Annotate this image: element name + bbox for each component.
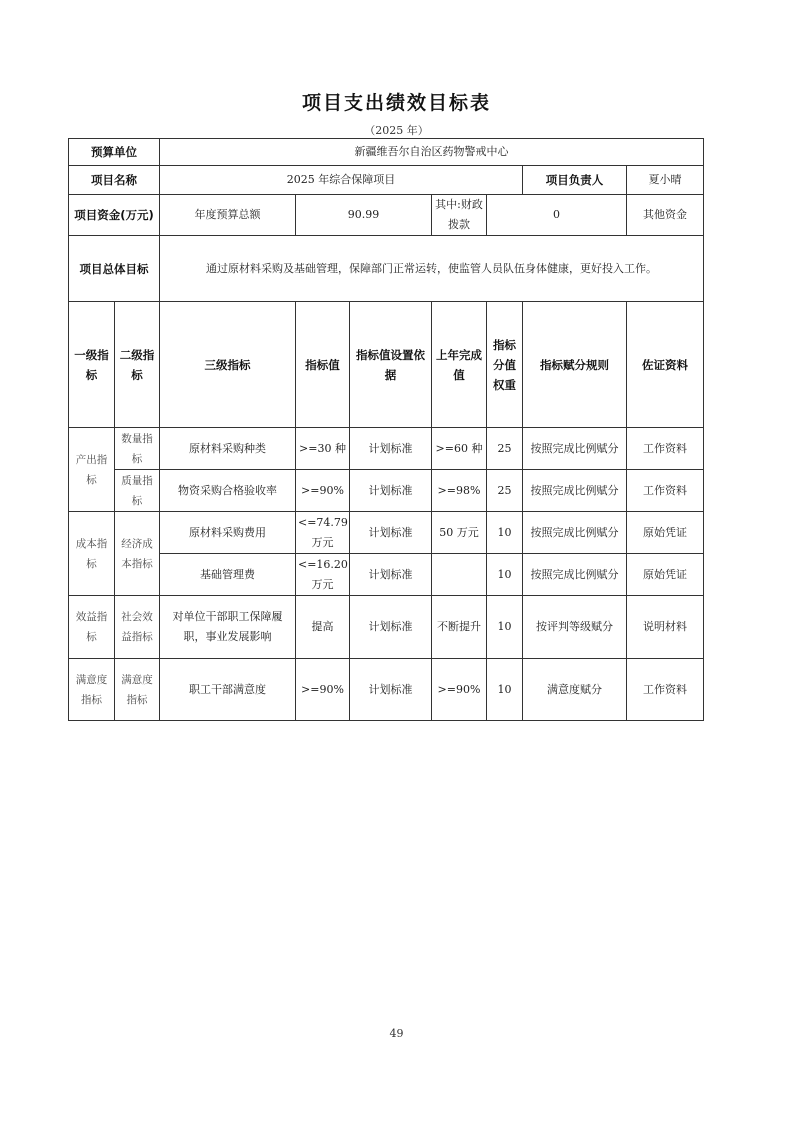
goal-value: 通过原材料采购及基础管理，保障部门正常运转，使监管人员队伍身体健康，更好投入工作。 xyxy=(160,236,704,302)
project-name-row xyxy=(69,166,704,195)
column-header-row xyxy=(69,302,704,428)
col-level3: 三级指标 xyxy=(160,302,296,428)
col-evidence: 佐证资料 xyxy=(627,302,704,428)
level1-cell: 效益指标 xyxy=(69,596,115,659)
project-leader-label: 项目负责人 xyxy=(523,166,627,195)
annual-budget-label: 年度预算总额 xyxy=(160,195,296,236)
basis-cell: 计划标准 xyxy=(350,554,432,596)
evidence-cell: 工作资料 xyxy=(627,428,704,470)
performance-table xyxy=(68,138,704,721)
table-row xyxy=(69,470,704,512)
col-last-year: 上年完成值 xyxy=(432,302,487,428)
value-cell: 提高 xyxy=(296,596,350,659)
table-row xyxy=(69,596,704,659)
level3-cell: 物资采购合格验收率 xyxy=(160,470,296,512)
weight-cell: 10 xyxy=(487,554,523,596)
last-year-cell: >=98% xyxy=(432,470,487,512)
funds-label: 项目资金(万元) xyxy=(69,195,160,236)
other-funds-label: 其他资金 xyxy=(627,195,704,236)
weight-cell: 10 xyxy=(487,512,523,554)
last-year-cell: 50 万元 xyxy=(432,512,487,554)
table-row xyxy=(69,659,704,721)
level3-cell: 基础管理费 xyxy=(160,554,296,596)
rule-cell: 满意度赋分 xyxy=(523,659,627,721)
basis-cell: 计划标准 xyxy=(350,596,432,659)
last-year-cell: >=60 种 xyxy=(432,428,487,470)
col-level1: 一级指标 xyxy=(69,302,115,428)
level2-cell: 质量指标 xyxy=(115,470,160,512)
level2-cell: 经济成本指标 xyxy=(115,512,160,596)
page-number: 49 xyxy=(389,1027,404,1040)
goal-row xyxy=(69,236,704,302)
rule-cell: 按照完成比例赋分 xyxy=(523,470,627,512)
value-cell: <=74.79 万元 xyxy=(296,512,350,554)
basis-cell: 计划标准 xyxy=(350,659,432,721)
level1-cell: 产出指标 xyxy=(69,428,115,512)
col-basis: 指标值设置依据 xyxy=(350,302,432,428)
rule-cell: 按评判等级赋分 xyxy=(523,596,627,659)
budget-unit-row xyxy=(69,139,704,166)
level1-cell: 满意度指标 xyxy=(69,659,115,721)
last-year-cell: >=90% xyxy=(432,659,487,721)
level2-cell: 满意度指标 xyxy=(115,659,160,721)
weight-cell: 25 xyxy=(487,470,523,512)
evidence-cell: 工作资料 xyxy=(627,470,704,512)
rule-cell: 按照完成比例赋分 xyxy=(523,512,627,554)
col-rule: 指标赋分规则 xyxy=(523,302,627,428)
level3-cell: 原材料采购费用 xyxy=(160,512,296,554)
funds-row xyxy=(69,195,704,236)
level3-cell: 职工干部满意度 xyxy=(160,659,296,721)
rule-cell: 按照完成比例赋分 xyxy=(523,554,627,596)
project-name-label: 项目名称 xyxy=(69,166,160,195)
evidence-cell: 原始凭证 xyxy=(627,512,704,554)
fiscal-value: 0 xyxy=(487,195,627,236)
value-cell: <=16.20 万元 xyxy=(296,554,350,596)
page-title: 项目支出绩效目标表 xyxy=(301,92,491,114)
fiscal-label: 其中:财政拨款 xyxy=(432,195,487,236)
budget-unit-label: 预算单位 xyxy=(69,139,160,166)
table-row xyxy=(69,428,704,470)
basis-cell: 计划标准 xyxy=(350,470,432,512)
rule-cell: 按照完成比例赋分 xyxy=(523,428,627,470)
value-cell: >=90% xyxy=(296,470,350,512)
last-year-cell: 不断提升 xyxy=(432,596,487,659)
value-cell: >=30 种 xyxy=(296,428,350,470)
last-year-cell xyxy=(432,554,487,596)
col-level2: 二级指标 xyxy=(115,302,160,428)
goal-label: 项目总体目标 xyxy=(69,236,160,302)
level1-cell: 成本指标 xyxy=(69,512,115,596)
project-name-value: 2025 年综合保障项目 xyxy=(160,166,523,195)
project-leader-value: 夏小晴 xyxy=(627,166,704,195)
value-cell: >=90% xyxy=(296,659,350,721)
budget-unit-value: 新疆维吾尔自治区药物警戒中心 xyxy=(160,139,704,166)
evidence-cell: 原始凭证 xyxy=(627,554,704,596)
annual-budget-value: 90.99 xyxy=(296,195,432,236)
basis-cell: 计划标准 xyxy=(350,428,432,470)
level3-cell: 对单位干部职工保障履职，事业发展影响 xyxy=(160,596,296,659)
year-label: （2025 年） xyxy=(364,124,429,137)
basis-cell: 计划标准 xyxy=(350,512,432,554)
weight-cell: 25 xyxy=(487,428,523,470)
table-row xyxy=(69,554,704,596)
level3-cell: 原材料采购种类 xyxy=(160,428,296,470)
evidence-cell: 说明材料 xyxy=(627,596,704,659)
evidence-cell: 工作资料 xyxy=(627,659,704,721)
level2-cell: 数量指标 xyxy=(115,428,160,470)
weight-cell: 10 xyxy=(487,596,523,659)
level2-cell: 社会效益指标 xyxy=(115,596,160,659)
col-weight: 指标分值权重 xyxy=(487,302,523,428)
table-row xyxy=(69,512,704,554)
weight-cell: 10 xyxy=(487,659,523,721)
col-value: 指标值 xyxy=(296,302,350,428)
